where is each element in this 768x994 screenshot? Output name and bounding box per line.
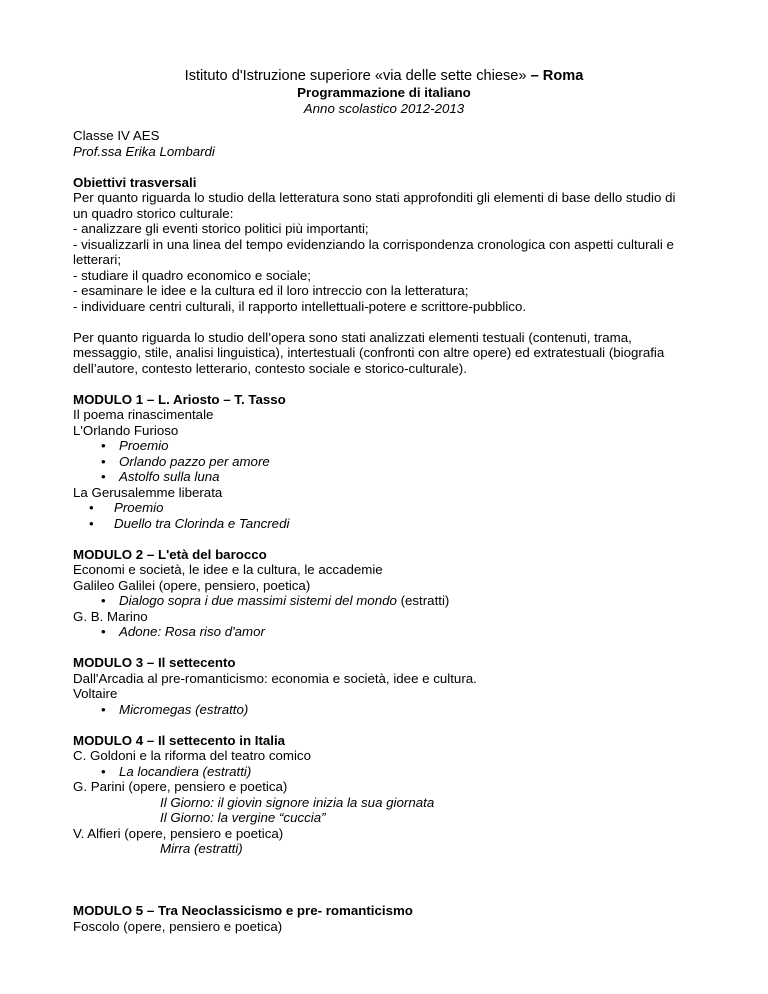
module-4-author-2-work: Il Giorno: la vergine “cuccia” [160, 810, 326, 825]
school-year: Anno scolastico 2012-2013 [303, 100, 465, 116]
school-title-line [0, 68, 768, 85]
school-name: Istituto d'Istruzione superiore «via delle sette chiese» [184, 68, 527, 84]
module-2-author-1-list [73, 593, 683, 609]
objective-item: - individuare centri culturali, il rapporto intellettuali-potere e scrittore-pubblico. [73, 298, 527, 314]
list-item: • Dialogo sopra i due massimi sistemi del mondo (estratti) [101, 593, 450, 608]
list-item: • Astolfo sulla luna [101, 469, 220, 484]
bullet-icon: • [89, 515, 94, 531]
objective-item: - esaminare le idee e la cultura ed il loro intreccio con la letteratura; [73, 283, 469, 298]
module-1-work-2-list [73, 500, 683, 531]
bullet-icon: • [101, 438, 106, 453]
list-item: • Proemio [89, 500, 164, 515]
module-4-title: MODULO 4 – Il settecento in Italia [73, 732, 286, 748]
module-1-work-2: La Gerusalemme liberata [73, 484, 223, 500]
bullet-icon: • [101, 453, 106, 469]
class-line: Classe IV AES [73, 128, 160, 143]
school-city: – Roma [530, 68, 584, 84]
bullet-icon: • [101, 701, 106, 717]
objectives-heading: Obiettivi trasversali [73, 174, 197, 190]
module-2-author-2: G. B. Marino [73, 608, 148, 624]
program-subject: Programmazione di italiano [297, 85, 471, 100]
list-item: • Proemio [101, 438, 169, 453]
teacher-name: Prof.ssa Erika Lombardi [73, 143, 215, 159]
module-4-author-1: C. Goldoni e la riforma del teatro comico [73, 748, 311, 763]
module-2-title: MODULO 2 – L'età del barocco [73, 546, 267, 562]
module-4-author-2: G. Parini (opere, pensiero e poetica) [73, 779, 288, 794]
objective-item: - studiare il quadro economico e sociale; [73, 267, 311, 283]
module-3-intro: Dall'Arcadia al pre-romanticismo: economia e società, idee e cultura. [73, 670, 477, 686]
objective-item: - visualizzarli in una linea del tempo evidenziando la corrispondenza cronologica con aspetti culturali e letterari; [73, 236, 674, 267]
bullet-icon: • [101, 593, 106, 608]
list-item: • Adone: Rosa riso d'amor [101, 624, 265, 639]
module-1-intro: Il poema rinascimentale [73, 407, 214, 422]
bullet-icon: • [101, 624, 106, 639]
module-2-author-2-list [73, 624, 683, 640]
document-body [73, 128, 683, 934]
module-3-title: MODULO 3 – Il settecento [73, 655, 236, 670]
objective-item: - analizzare gli eventi storico politici più importanti; [73, 221, 369, 236]
module-4-author-3-work: Mirra (estratti) [160, 841, 243, 856]
module-4-author-1-list [73, 764, 683, 780]
module-1-work-1: L'Orlando Furioso [73, 422, 179, 438]
bullet-icon: • [89, 500, 94, 515]
objectives-intro: Per quanto riguarda lo studio della letteratura sono stati approfonditi gli elementi di base dello studio di un quadro storico culturale: [73, 190, 676, 221]
module-2-author-1: Galileo Galilei (opere, pensiero, poetica) [73, 577, 311, 593]
module-2-intro: Economi e società, le idee e la cultura, le accademie [73, 562, 383, 577]
list-item: • La locandiera (estratti) [101, 763, 252, 779]
module-4-author-2-work: Il Giorno: il giovin signore inizia la sua giornata [160, 794, 435, 810]
list-item: • Orlando pazzo per amore [101, 453, 270, 469]
work-analysis-paragraph: Per quanto riguarda lo studio dell’opera sono stati analizzati elementi testuali (contenuti, trama, messaggio, stile, analisi linguistica), intertestuali (confronti con altre opere) ed extratestuali (biografia dell’autore, contesto letterario, contesto sociale e storico-culturale). [73, 329, 665, 376]
module-1-work-1-list [73, 438, 683, 485]
list-item: • Micromegas (estratto) [101, 701, 249, 717]
module-5-title: MODULO 5 – Tra Neoclassicismo e pre- romanticismo [73, 903, 413, 918]
module-3-author: Voltaire [73, 686, 118, 701]
module-3-list [73, 702, 683, 718]
module-1-title: MODULO 1 – L. Ariosto – T. Tasso [73, 391, 286, 407]
bullet-icon: • [101, 763, 106, 779]
module-4-author-3: V. Alfieri (opere, pensiero e poetica) [73, 825, 284, 841]
bullet-icon: • [101, 469, 106, 484]
document-header [0, 68, 768, 116]
list-item: • Duello tra Clorinda e Tancredi [89, 515, 290, 531]
module-5-author: Foscolo (opere, pensiero e poetica) [73, 918, 283, 934]
